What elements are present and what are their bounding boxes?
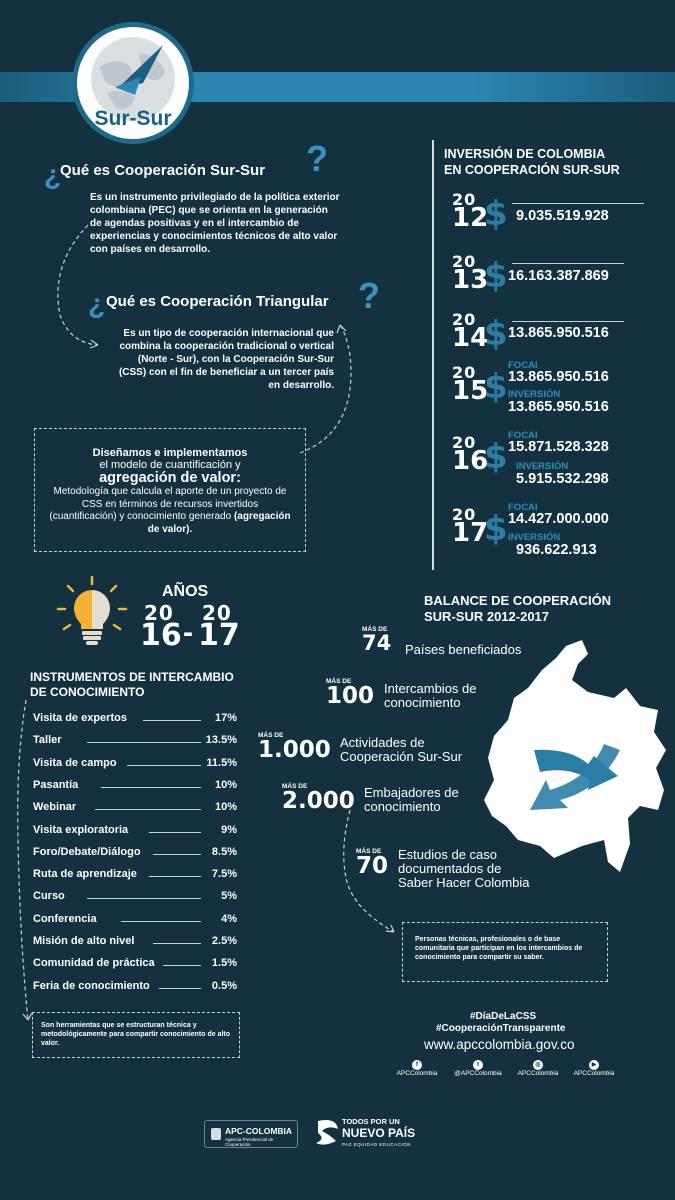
sursur-description: Es un instrumento privilegiado de la política exterior colombiana (PEC) que se orienta en la generación de agendas positivas y en el intercambio de experiencias y conocimientos técnicos de alto valor con países en desarrollo. (90, 192, 340, 255)
instrument-percentage: 17% (214, 712, 237, 724)
instruments-note: Son herramientas que se estructuran técnica y metodológicamente para compartir conocimiento de alto valor. (41, 1022, 231, 1047)
instrument-name: Feria de conocimiento (33, 979, 150, 992)
investment-row-2016: 20 16 $ FOCAI 15.871.528.328 INVERSIÓN 5.915.532.298 (452, 430, 609, 487)
instrument-percentage: 9% (221, 823, 237, 836)
logo-brand-text: Sur-Sur (94, 107, 172, 130)
instruments-dashed-connector (14, 700, 44, 1030)
instrument-name: Visita exploratoria (33, 823, 129, 836)
balance-item-74: MÁS DE 74 (362, 626, 392, 655)
year-dash: - (183, 616, 193, 649)
instrument-percentage: 1.5% (211, 957, 237, 970)
balance-text-100: Intercambios de conocimiento (384, 681, 477, 710)
instrument-name: Foro/Debate/Diálogo (33, 845, 141, 858)
dashed-connector-arrows (40, 205, 360, 465)
dollar-icon: $ (484, 256, 508, 296)
balance-text-74: Países beneficiados (405, 642, 522, 657)
instrument-percentage: 2.5% (211, 935, 237, 947)
instrument-name: Conferencia (33, 912, 97, 925)
triangular-heading: Qué es Cooperación Triangular (106, 293, 329, 310)
dollar-icon: $ (484, 509, 508, 549)
balance-item-100: MÁS DE 100 (326, 678, 375, 709)
amount: 16.163.387.869 (508, 268, 609, 284)
instrument-row (33, 868, 237, 884)
instrument-percentage: 5% (221, 890, 237, 903)
instrument-leader-line (127, 765, 201, 766)
instrument-name: Curso (33, 890, 65, 903)
instrument-leader-line (87, 898, 201, 899)
social-instagram[interactable]: ◎ APCColombia (517, 1062, 559, 1077)
model-line-3: agregación de valor: (99, 470, 241, 486)
dollar-icon: $ (484, 314, 508, 354)
investment-row-2017: 20 17 $ FOCAI 14.427.000.000 INVERSIÓN 936.622.913 (452, 502, 609, 558)
colombia-shield-icon (211, 1128, 221, 1140)
balance-note: Personas técnicas, profesionales o de base comunitaria que participan en los intercambios de conocimiento para compartir su saber. (415, 936, 583, 961)
instrument-row (33, 846, 237, 862)
model-line-2: el modelo de cuantificación y (99, 459, 241, 471)
instagram-icon: ◎ (533, 1060, 543, 1070)
year-to: 20 17 (198, 601, 240, 653)
balance-note-box (402, 922, 608, 982)
instrument-leader-line (101, 787, 201, 788)
instrument-row (33, 890, 237, 906)
instrument-name: Ruta de aprendizaje (33, 868, 137, 881)
model-line-1: Diseñamos e implementamos (92, 447, 248, 459)
instrument-name: Visita de campo (33, 756, 117, 769)
dollar-icon: $ (484, 437, 508, 477)
balance-text-1000: Actividades de Cooperación Sur-Sur (340, 735, 463, 764)
instrument-row (33, 779, 237, 795)
instrument-leader-line (87, 742, 201, 743)
balance-item-2000: MÁS DE 2.000 (282, 783, 355, 814)
social-facebook[interactable]: f APCColombia (396, 1062, 438, 1077)
social-links (392, 1060, 622, 1084)
instrument-percentage: 13.5% (205, 734, 237, 747)
balance-item-1000: MÁS DE 1.000 (258, 732, 331, 763)
twitter-icon: t (473, 1060, 483, 1070)
instrument-leader-line (153, 854, 201, 855)
facebook-icon: f (412, 1060, 422, 1070)
website-link[interactable]: www.apccolombia.gov.co (424, 1037, 575, 1052)
instrument-row (33, 712, 237, 728)
instrument-row (33, 734, 237, 750)
balance-item-70: MÁS DE 70 (356, 848, 389, 879)
investment-row-2012: 20 12 $ 9.035.519.928 (452, 193, 642, 235)
instrument-row (33, 913, 237, 929)
instrument-percentage: 7.5% (211, 868, 237, 881)
question-close-icon: ? (358, 275, 380, 316)
hashtag-dia-css: #DíaDeLaCSS (470, 1011, 537, 1022)
instrument-name: Misión de alto nivel (33, 935, 135, 947)
instruments-note-box (32, 1012, 240, 1058)
instrument-leader-line (95, 809, 201, 810)
model-line-5: (agregación de valor). (147, 511, 291, 535)
instruments-title: INSTRUMENTOS DE INTERCAMBIO DE CONOCIMIENTO (30, 670, 234, 699)
hashtag-cooperacion: #CooperaciónTransparente (436, 1023, 566, 1034)
years-label: AÑOS (162, 583, 209, 600)
instrument-leader-line (149, 832, 201, 833)
sursur-heading: Qué es Cooperación Sur-Sur (60, 162, 266, 179)
question-close-icon: ? (306, 138, 328, 179)
gov-wave-icon (314, 1117, 340, 1151)
instrument-row (33, 935, 237, 951)
investment-row-2013: 20 13 $ 16.163.387.869 (452, 255, 642, 297)
instrument-percentage: 4% (221, 912, 237, 925)
instrument-percentage: 10% (214, 801, 237, 814)
instrument-name: Comunidad de práctica (33, 957, 155, 970)
instrument-row (33, 824, 237, 840)
instrument-name: Webinar (33, 801, 77, 814)
youtube-icon: ▶ (589, 1060, 599, 1070)
instrument-leader-line (143, 720, 201, 721)
social-twitter[interactable]: t @APCColombia (454, 1062, 502, 1077)
dollar-icon: $ (484, 194, 508, 234)
instrument-row (33, 801, 237, 817)
instrument-percentage: 8.5% (211, 845, 237, 858)
investment-title: INVERSIÓN DE COLOMBIA EN COOPERACIÓN SUR-SUR (444, 147, 620, 177)
instrument-leader-line (121, 921, 201, 922)
instrument-leader-line (153, 943, 201, 944)
apc-logo: APC-COLOMBIA Agencia Presidencial de Cooperación (204, 1120, 298, 1148)
instrument-row (33, 957, 237, 973)
triangular-description: Es un tipo de cooperación internacional que combina la cooperación tradicional o vertical (Norte - Sur), con la Cooperación Sur-Sur (CSS) con el fin de beneficiar a un tercer país en desarrollo. (118, 328, 334, 391)
balance-title: BALANCE DE COOPERACIÓN SUR-SUR 2012-2017 (424, 593, 612, 624)
model-line-4: Metodología que calcula el aporte de un proyecto de CSS en términos de recursos invertidos (cuantificación) y conocimiento generado (agregación de valor). (49, 486, 291, 535)
balance-text-70: Estudios de caso documentados de Saber Hacer Colombia (398, 847, 530, 890)
light-bulb-icon (56, 575, 128, 647)
balance-text-2000: Embajadores de conocimiento (364, 785, 459, 814)
question-open-icon: ¿ (88, 288, 106, 319)
balance-dashed-connector (338, 808, 418, 938)
sur-sur-logo (72, 22, 194, 144)
investment-row-2015: 20 15 $ FOCAI 13.865.950.516 INVERSIÓN 13.865.950.516 (452, 360, 609, 415)
investment-row-2014: 20 14 $ 13.865.950.516 (452, 313, 642, 355)
instrument-row (33, 757, 237, 773)
instrument-percentage: 10% (214, 778, 237, 791)
instrument-name: Taller (33, 734, 62, 747)
instrument-percentage: 0.5% (211, 979, 237, 992)
dollar-icon: $ (484, 367, 508, 407)
instrument-leader-line (149, 876, 201, 877)
social-youtube[interactable]: ▶ APCColombia (573, 1062, 615, 1077)
amount: 13.865.950.516 (508, 325, 609, 341)
instrument-leader-line (159, 988, 201, 989)
gov-logo: TODOS POR UN NUEVO PAÍS PAZ EQUIDAD EDUCACIÓN (314, 1115, 424, 1155)
model-box (34, 428, 306, 552)
instrument-leader-line (163, 965, 201, 966)
instrument-name: Pasantía (33, 778, 79, 791)
column-divider (432, 140, 434, 570)
question-open-icon: ¿ (44, 159, 62, 190)
instrument-row (33, 980, 237, 996)
instrument-percentage: 11.5% (206, 756, 237, 769)
year-from: 20 16 (140, 601, 182, 653)
instrument-name: Visita de expertos (33, 712, 127, 724)
amount: 9.035.519.928 (516, 208, 609, 224)
